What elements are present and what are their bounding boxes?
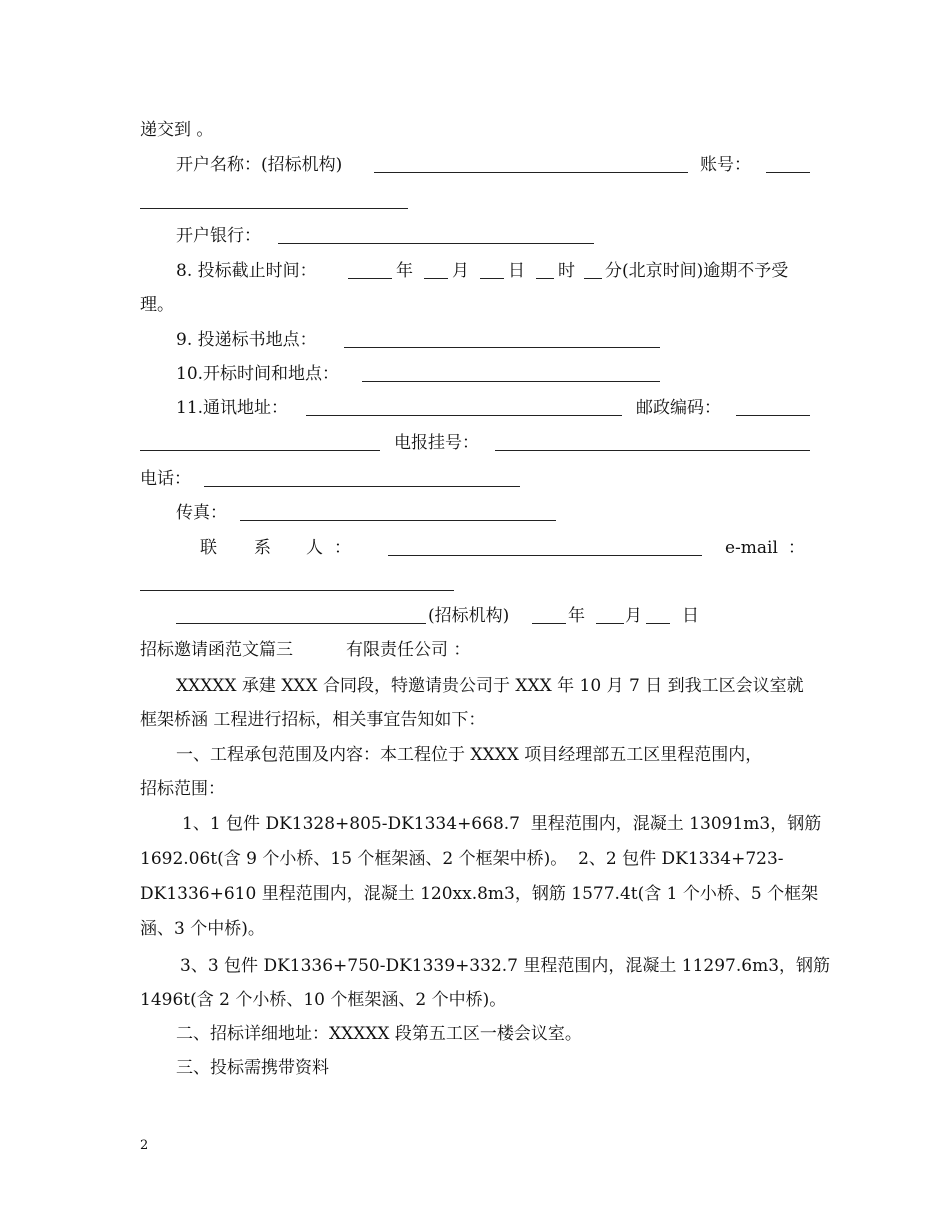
blank-line [374,172,688,173]
blank-continuation [0,571,950,595]
text-line: 涵、3 个中桥)。 [140,919,265,939]
blank-line [278,243,594,244]
blank-continuation [0,189,950,213]
section-heading: 招标邀请函范文篇三 有限责任公司 ： [140,640,471,660]
text-line: 招标范围： [140,779,225,799]
text-line: 理。 [140,295,174,315]
page-number: 2 [140,1138,149,1153]
text-line: 递交到 。 [140,120,214,140]
text-line: 3、3 包件 DK1336+750-DK1339+332.7 里程范围内，混凝土 11297.6m3，钢筋 [180,956,831,976]
text-line: 1692.06t(含 9 个小桥、15 个框架涵、2 个框架中桥)。 2、2 包件 DK1334+723- [140,849,784,869]
text-line: 三、投标需携带资料 [176,1058,329,1078]
deadline-line: 8. 投标截止时间： 年 月 日 时 分(北京时间)逾期不予受 [176,261,789,281]
text-line: 一、工程承包范围及内容：本工程位于 XXXX 项目经理部五工区里程范围内， [176,745,763,765]
signature-line: (招标机构) 年 月 日 [0,604,950,628]
text-line: DK1336+610 里程范围内，混凝土 120xx.8m3，钢筋 1577.4t(含 1 个小桥、5 个框架 [140,884,819,904]
blank-line [766,172,810,173]
text-line: 框架桥涵 工程进行招标，相关事宜告知如下： [140,710,486,730]
text-line: 二、招标详细地址：XXXXX 段第五工区一楼会议室。 [176,1024,582,1044]
telegram-line: 电报挂号： [0,431,950,455]
contact-line: 联 系 人 ： e-mail ： [200,538,805,558]
bid-place-line: 9. 投递标书地点： [0,328,950,352]
text-line: 1496t(含 2 个小桥、10 个框架涵、2 个中桥)。 [140,990,507,1010]
address-line: 11.通讯地址： 邮政编码： [0,396,950,420]
bank-line: 开户银行： [0,224,950,248]
fax-line: 传真： [0,501,950,525]
opening-line: 10.开标时间和地点： [0,362,950,386]
account-name-line: 开户名称：(招标机构) 账号： [0,153,950,177]
blank-line [140,208,408,209]
text-line: 1、1 包件 DK1328+805-DK1334+668.7 里程范围内，混凝土 13091m3，钢筋 [182,814,822,834]
phone-line: 电话： [0,467,950,491]
text-line: XXXXX 承建 XXX 合同段，特邀请贵公司于 XXX 年 10 月 7 日 到我工区会议室就 [176,676,804,696]
